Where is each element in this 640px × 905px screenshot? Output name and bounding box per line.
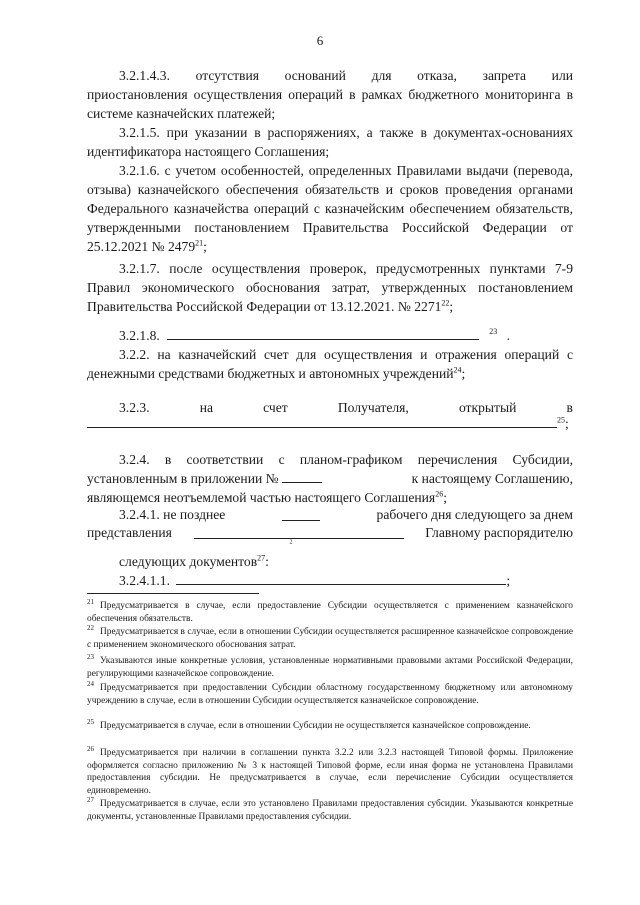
footnote-text: Предусматривается в случае, если это установлено Правилами предоставления субсидии. Указываются конкретные документы, установленные Правилами предоставления субсидии.: [87, 799, 573, 822]
clause-text: 3.2.3.: [119, 400, 150, 415]
punctuation: .: [506, 328, 510, 343]
footnote-separator: [87, 593, 259, 594]
clause-3-2-1-4-3-first-line: [87, 66, 573, 85]
clause-text: представления: [87, 525, 172, 540]
footnote-text: Предусматривается при наличии в соглашении пункта 3.2.2 или 3.2.3 настоящей Типовой формы. Приложение оформляется согласно приложению № 3 к настоящей Типовой форме, если иная форма не установлена Правилами предоставления субсидии. Не предусматривается в случае, если перечисление Субсидии осуществляется единовременно.: [87, 748, 573, 796]
footnote-25: [87, 717, 573, 733]
clause-3-2-1-8: [87, 326, 573, 345]
blank-field: [282, 470, 322, 483]
clause-text: на: [199, 400, 214, 415]
clause-text: 3.2.1.6. с учетом особенностей, определенных Правилами выдачи (перевода, отзыва) казначейского обеспечения обязательств и сроков проведения органами Федерального казначейства операций с казначейским обеспечением обязательств, утвержденными постановлением Правительства Российской Федерации от 25.12.2021 № 2479: [87, 163, 573, 254]
footnote-number: 23: [87, 652, 94, 661]
footnote-ref: 21: [195, 238, 204, 248]
footnote-number: 21: [87, 597, 94, 606]
clause-text: в: [566, 400, 573, 415]
footnote-ref: 24: [453, 365, 462, 375]
footnote-number: 22: [87, 623, 94, 632]
clause-3-2-1-6: [87, 161, 573, 256]
clause-3-2-4-1-line-3: следующих документов$^{27}$:: [119, 553, 269, 569]
clause-3-2-1-7: [87, 259, 573, 316]
footnote-text: Предусматривается в случае, если в отношении Субсидии не осуществляется казначейское сопровождение.: [100, 721, 531, 731]
footnote-27: [87, 795, 573, 823]
footnote-text: Предусматривается в случае, если предоставление Субсидии осуществляется с применением казначейского обеспечения обязательств.: [87, 601, 573, 624]
clause-text: следующих документов: [119, 554, 258, 569]
footnote-ref: 27: [257, 553, 266, 563]
clause-text: 3.2.1.8.: [119, 328, 160, 343]
punctuation: ;: [506, 573, 511, 588]
clause-text: 3.2.2. на казначейский счет для осуществления и отражения операций с денежными средствами бюджетных и автономных учреждений: [87, 347, 573, 381]
punctuation: ;: [449, 299, 454, 314]
footnote-number: 25: [87, 717, 94, 726]
clause-3-2-1-5: 3.2.1.5. при указании в распоряжениях, а также в документах-основаниях идентификатора настоящего Соглашения;: [87, 125, 573, 159]
clause-text: 3.2.4.1.1.: [119, 573, 170, 588]
footnote-ref: 22: [441, 298, 450, 308]
punctuation: ;: [443, 490, 447, 505]
punctuation: ;: [565, 416, 569, 431]
footnote-text: Предусматривается в случае, если в отношении Субсидии осуществляется расширенное казначейское сопровождение с применением экономического обоснования затрат.: [87, 627, 573, 650]
clause-text: открытый: [458, 400, 517, 415]
footnote-ref: 23: [489, 327, 498, 337]
footnote-22: [87, 623, 573, 651]
blank-field: [282, 508, 320, 521]
clause-text: счет: [263, 400, 288, 415]
clause-text: являющемся неотъемлемой частью настоящего Соглашения: [87, 490, 436, 505]
blank-field: [87, 415, 557, 428]
clause-text-group: [87, 469, 322, 488]
footnote-21: [87, 597, 573, 625]
blank-field: [176, 572, 506, 585]
clause-3-2-4-line-2: [87, 469, 573, 488]
footnote-ref: 2: [289, 539, 293, 546]
footnote-text: Предусматривается при предоставлении Субсидии областному государственному бюджетному или автономному учреждению в случае, если в отношении Субсидии осуществляется казначейское сопровождение.: [87, 683, 573, 706]
footnote-number: 27: [87, 795, 94, 804]
clause-3-2-3-blank-line: [87, 414, 573, 433]
punctuation: ;: [461, 366, 466, 381]
footnote-26: [87, 744, 573, 797]
footnote-ref: 25: [557, 415, 565, 425]
footnote-number: 24: [87, 679, 94, 688]
clause-3-2-4-line-1: [87, 450, 573, 469]
clause-text: 3.2.1.4.3. отсутствия оснований для отказа, запрета или: [119, 68, 573, 83]
clause-text: Получателя,: [337, 400, 409, 415]
clause-text: 3.2.1.7. после осуществления проверок, предусмотренных пунктами 7-9 Правил экономического обоснования затрат, утвержденных постановлением Правительства Российской Федерации от 13.12.2021. № 2271: [87, 261, 573, 314]
footnote-text: Указываются иные конкретные условия, установленные нормативными правовыми актами Российской Федерации, регулирующими казначейское сопровождение.: [87, 656, 573, 679]
blank-field: [194, 526, 404, 539]
clause-text: 3.2.4. в соответствии с планом-графиком перечисления Субсидии,: [119, 452, 573, 467]
clause-text: 3.2.4.1. не позднее: [119, 507, 226, 522]
punctuation: ;: [203, 239, 207, 254]
clause-text: Главному распорядителю: [425, 525, 573, 540]
clause-text: рабочего дня следующего за днем: [376, 507, 573, 522]
page-number: 6: [316, 33, 324, 48]
clause-3-2-1-4-3-rest: приостановления осуществления операций в рамках бюджетного мониторинга в системе казначейских платежей;: [87, 87, 573, 121]
clause-3-2-4-1-line-1: [87, 505, 573, 524]
clause-3-2-2: [87, 345, 573, 383]
footnote-ref: 26: [435, 489, 444, 499]
blank-field: [167, 327, 479, 340]
clause-3-2-4-1-1: [87, 571, 573, 590]
clause-text: к настоящему Соглашению,: [411, 471, 573, 486]
caption-recipient: [226, 540, 356, 550]
clause-text: установленным в приложении №: [87, 471, 279, 486]
footnote-number: 26: [87, 744, 94, 753]
footnote-24: [87, 679, 573, 707]
footnote-23: [87, 652, 573, 680]
